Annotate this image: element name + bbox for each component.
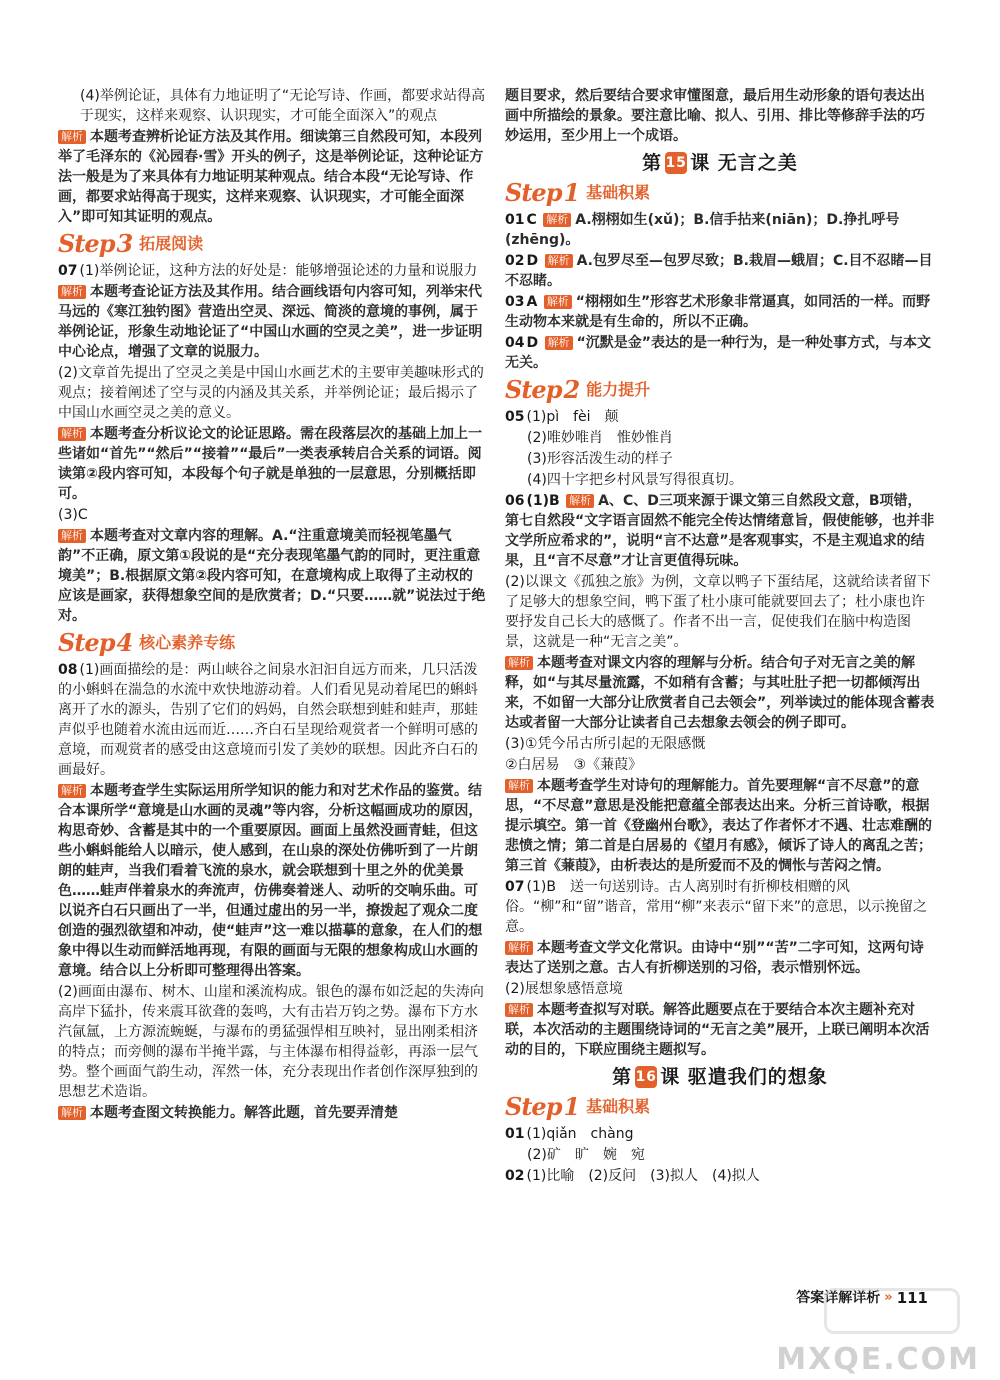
watermark-logo-icon: [824, 1288, 960, 1334]
watermark: MXQE.COM: [776, 1342, 980, 1377]
answer-item: (3)C: [58, 507, 88, 523]
lesson-15-title: 第 15 课 无言之美: [642, 152, 798, 174]
question-02-b: 02 (1)比喻 (2)反问 (3)拟人 (4)拟人: [505, 1168, 760, 1184]
analysis-continuation: 题目要求，然后要结合要求审懂图意，最后用生动形象的语句表达出画中所描绘的景象。要注意比喻、拟人、引用、排比等修辞手法的巧妙运用，至少用上一个成语。: [505, 88, 925, 144]
answer-item: (4)四十字把乡村风景写得很真切。: [527, 472, 743, 488]
analysis-block: 解析 本题考查学生对诗句的理解能力。首先要理解“言不尽意”的意思，“不尽意”意思是没能把意蕴全部表达出来。分析三首诗歌，根据提示填空。第一首《登幽州台歌》，表达了作者怀才不遇、壮志难酬的悲愤之情；第二首是白居易的《望月有感》，倾诉了诗人的离乱之苦；第三首《蒹葭》，由析表达的是所爱而不及的惆怅与苦闷之情。: [505, 778, 932, 874]
answer-item: (2)唯妙唯肖 惟妙惟肖: [527, 430, 673, 446]
answer-item: ②白居易 ③《蒹葭》: [505, 757, 643, 773]
step-3-heading: Step 3 拓展阅读: [58, 229, 204, 258]
analysis-block: 解析 本题考查论证方法及其作用。结合画线语句内容可知，列举宋代马远的《寒江独钓图》营造出空灵、深远、简淡的意境的事例，属于举例论证，形象生动地论证了“中国山水画的空灵之美”，进一步证明中心论点，增强了文章的说服力。: [58, 284, 483, 360]
analysis-block: 解析 本题考查对课文内容的理解与分析。结合句子对无言之美的解释，如“与其尽量流露，不如稍有含蓄；与其吐肚子把一切都倾泻出来，不如留一大部分让欣赏者自己去领会”，列举读过的能体现含蓄表达或者留一大部分让读者自己去想象去领会的例子即可。: [505, 655, 935, 731]
footer-label: 答案详解详析: [796, 1290, 881, 1306]
question-07-right: 07 (1)B 送一句送别诗。古人离别时有折柳枝相赠的风俗。“柳”和“留”谐音，常用“柳”来表示“留下来”的意思，以示挽留之意。: [505, 879, 928, 935]
step-1-heading-b: Step 1 基础积累: [505, 1092, 651, 1121]
answer-item: (4)举例论证，具体有力地证明了“无论写诗、作画，都要求站得高于现实，这样来观察、认识现实，才可能全面深入”的观点: [80, 88, 486, 124]
question-01: 01 C 解析 A.栩栩如生(xǔ)；B.信手拈来(niān)；D.挣扎呼号(zhēng)。: [505, 212, 900, 248]
right-column: [505, 86, 935, 1187]
analysis-tag: 解析: [58, 130, 86, 144]
answer-item: (2)矿 旷 婉 宛: [527, 1147, 645, 1163]
question-07: 07 (1)举例论证，这种方法的好处是：能够增强论述的力量和说服力: [58, 263, 478, 279]
step-1-heading: Step 1 基础积累: [505, 178, 651, 207]
question-02: 02 D 解析 A.包罗尽至—包罗尽致；B.栽眉—蛾眉；C.目不忍睹—目不忍睹。: [505, 253, 933, 289]
analysis-block: 解析 本题考查拟写对联。解答此题要点在于要结合本次主题补充对联，本次活动的主题围绕诗词的“无言之美”展开，上联已阐明本次活动的目的，下联应围绕主题拟写。: [505, 1002, 930, 1058]
double-arrow-icon: »: [884, 1290, 893, 1305]
page-number: 111: [896, 1289, 928, 1307]
answer-item: (2)以课文《孤独之旅》为例，文章以鸭子下蛋结尾，这就给读者留下了足够大的想象空间，鸭下蛋了杜小康可能就要回去了；杜小康也许要抒发自己长大的感慨了。作者不出一言，促使我们在脑中构造图景，这就是一种“无言之美”。: [505, 574, 931, 650]
step-4-heading: Step 4 核心素养专练: [58, 628, 236, 657]
left-column: [58, 86, 486, 1124]
step-2-heading: Step 2 能力提升: [505, 375, 651, 404]
answer-item: (3)①凭今吊古所引起的无限感慨: [505, 736, 706, 752]
question-06: 06 (1)B 解析 A、C、D三项来源于课文第三自然段文意，B项错，第七自然段“文字语言固然不能完全传达情绪意旨，假使能够，也并非文学所应希求的”，说明“言不达意”是客观事实，不是主观追求的结果，且“言不尽意”才让言更值得玩味。: [505, 493, 935, 569]
answer-item: (2)展想象感悟意境: [505, 981, 623, 997]
lesson-16-title: 第 16 课 驱遣我们的想象: [612, 1066, 828, 1088]
question-08: 08 (1)画面描绘的是：两山峡谷之间泉水汩汩自远方而来，几只活泼的小蝌蚪在湍急的水流中欢快地游动着。人们看见晃动着尾巴的蝌蚪离开了水的源头，告别了它们的妈妈，自然会联想到蛙和蛙声，那蛙声似乎也随着水流由远而近……齐白石呈现给观赏者一个鲜明可感的意境，而观赏者的感受由这意境而引发了美妙的联想。因此齐白石的画最好。: [58, 662, 478, 778]
question-01-b: 01 (1)qiǎn chàng: [505, 1126, 634, 1142]
analysis-block: 解析 本题考查对文章内容的理解。A.“注重意境美而轻视笔墨气韵”不正确，原文第①段说的是“充分表现笔墨气韵的同时，更注重意境美”；B.根据原文第②段内容可知，在意境构成上取得了主动权的应该是画家，获得想象空间的是欣赏者；D.“只要……就”说法过于绝对。: [58, 528, 486, 624]
analysis-block: 解析 本题考查学生实际运用所学知识的能力和对艺术作品的鉴赏。结合本课所学“意境是山水画的灵魂”等内容，分析这幅画成功的原因，构思奇妙、含蓄是其中的一个重要原因。画面上虽然没画青蛙，但这些小蝌蚪能给人以暗示，使人感到，在山泉的深处仿佛听到了一片朗朗的蛙声，当我们看着飞流的泉水，就会联想到十里之外的优美景色……蛙声伴着泉水的奔流声，仿佛奏着迷人、动听的交响乐曲。可以说齐白石只画出了一半，但通过虚出的另一半，撩拨起了观众二度创造的强烈欲望和冲动，使“蛙声”这一难以描摹的意象，在人们的想象中得以生动而鲜活地再现，有限的画面与无限的想象构成山水画的意境。结合以上分析即可整理得出答案。: [58, 783, 483, 979]
question-04: 04 D 解析 “沉默是金”表达的是一种行为，是一种处事方式，与本文无关。: [505, 335, 931, 371]
lesson-number-badge: 16: [635, 1066, 657, 1088]
analysis-block: 解析 本题考查图文转换能力。解答此题，首先要弄清楚: [58, 1103, 486, 1123]
answer-item: (2)文章首先提出了空灵之美是中国山水画艺术的主要审美趣味形式的观点；接着阐述了空与灵的内涵及其关系，并举例论证；最后揭示了中国山水画空灵之美的意义。: [58, 365, 484, 421]
analysis-block: 解析 本题考查分析议论文的论证思路。需在段落层次的基础上加上一些诸如“首先”“然后”“接着”“最后”一类表承转启合关系的词语。阅读第②段内容可知，本段每个句子就是单独的一层意思，分别概括即可。: [58, 426, 482, 502]
question-03: 03 A 解析 “栩栩如生”形容艺术形象非常逼真，如同活的一样。而野生动物本来就是有生命的，所以不正确。: [505, 294, 931, 330]
lesson-number-badge: 15: [665, 152, 687, 174]
question-05: 05 (1)pì fèi 颠: [505, 409, 619, 425]
answer-item: (2)画面由瀑布、树木、山崖和溪流构成。银色的瀑布如泛起的失涛向高岸下猛扑，传来震耳欲聋的轰鸣，大有击岩万钧之势。瀑布下方水汽氤氲，上方源流蜿蜒，与瀑布的勇猛强悍相互映衬，显出刚柔相济的特点；而旁侧的瀑布半掩半露，与主体瀑布相得益彰，再添一层气势。整个画面气韵生动，浑然一体，充分表现出作者创作深厚独到的思想艺术造诣。: [58, 984, 484, 1100]
analysis-block: 解析 本题考查文学文化常识。由诗中“别”“苦”二字可知，这两句诗表达了送别之意。古人有折柳送别的习俗，表示惜别怀远。: [505, 940, 924, 976]
answer-item: (3)形容活泼生动的样子: [527, 451, 673, 467]
analysis-block: 解析 本题考查辨析论证方法及其作用。细读第三自然段可知，本段列举了毛泽东的《沁园春·雪》开头的例子，这是举例论证，这种论证方法一般是为了来具体有力地证明某种观点。结合本段“无论写诗、作画，都要求站得高于现实，这样来观察、认识现实，才可能全面深入”即可知其证明的观点。: [58, 129, 484, 225]
